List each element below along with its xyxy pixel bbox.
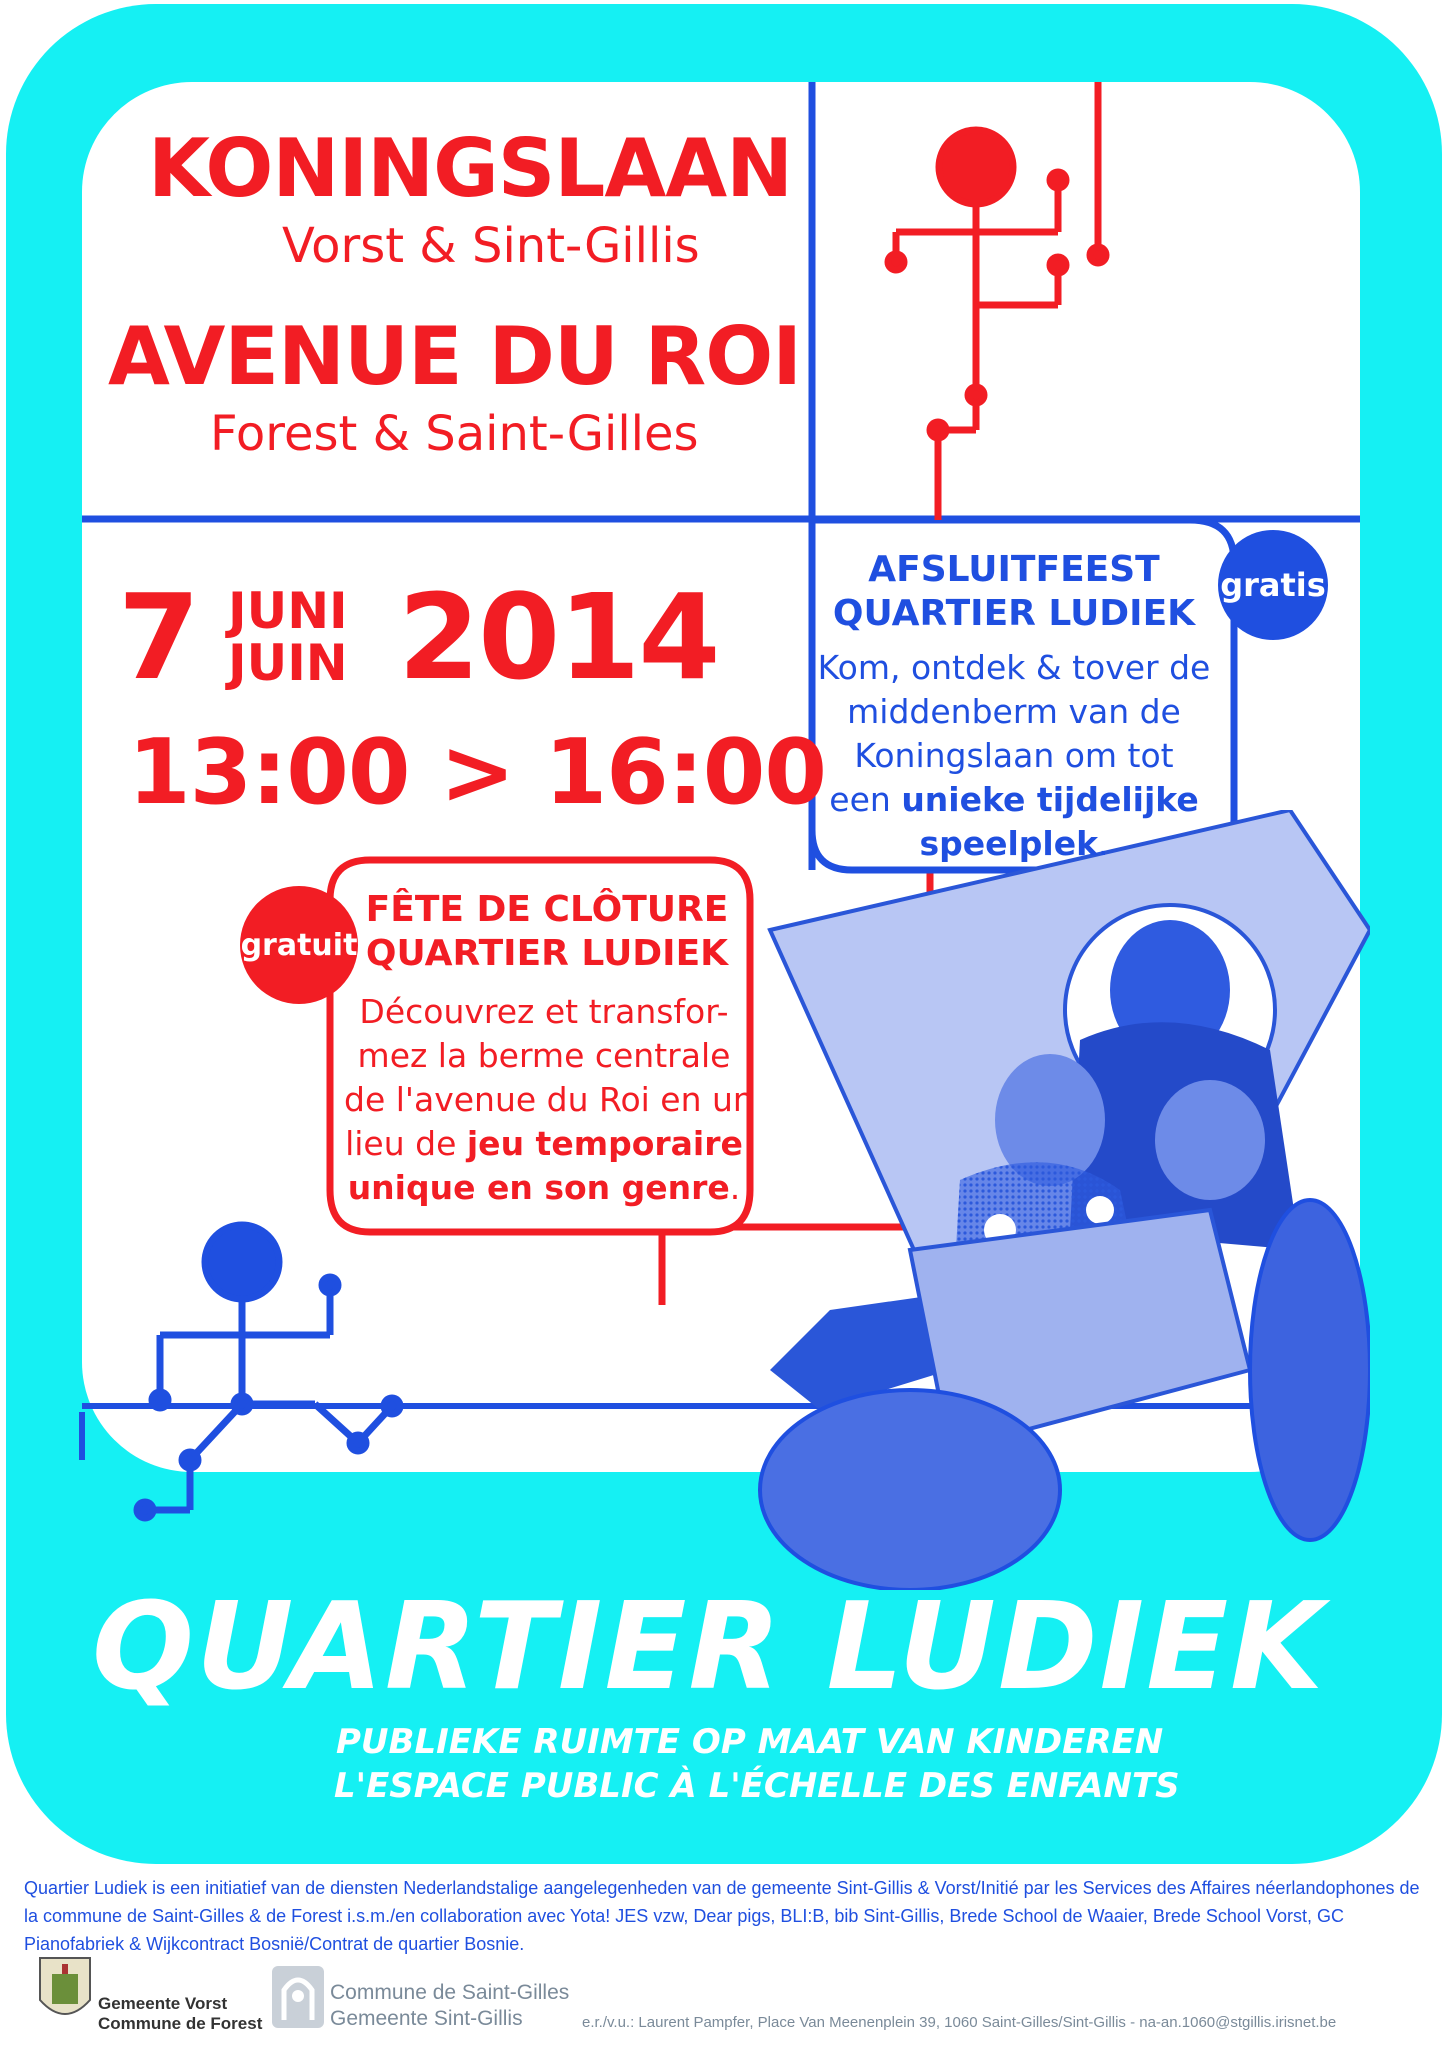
date-year: 2014 bbox=[398, 568, 719, 706]
subtitle-fr: Forest & Saint-Gilles bbox=[210, 406, 699, 462]
logo-saint-gilles-label: Commune de Saint-Gilles Gemeente Sint-Gillis bbox=[330, 1981, 570, 2030]
date-month-fr: JUIN bbox=[228, 634, 348, 692]
title-nl: KONINGSLAAN bbox=[148, 122, 793, 215]
tagline-nl: PUBLIEKE RUIMTE OP MAAT VAN KINDEREN bbox=[336, 1722, 1164, 1762]
nl-box-title: AFSLUITFEEST QUARTIER LUDIEK bbox=[832, 549, 1196, 634]
date-month-nl: JUNI bbox=[228, 582, 348, 640]
footer-credits: Quartier Ludiek is een initiatief van de diensten Nederlandstalige aangelegenheden van de gemeente Sint-Gillis & Vorst/Initié par les Services des Affaires néerlandophones de la commune de Saint-Gilles & de Forest i.s.m./en collaboration avec Yota! JES vzw, Dear pigs, BLI:B, bib Sint-Gillis, Brede School de Waaier, Brede School Vorst, GC Pianofabriek & Wijkcontract Bosnië/Contrat de quartier Bosnie. bbox=[24, 1878, 1420, 1954]
fr-box-title: FÊTE DE CLÔTURE QUARTIER LUDIEK bbox=[365, 889, 729, 974]
nl-box-text: Kom, ontdek & tover de middenberm van de Koningslaan om tot een unieke tijdelijke speelplek. bbox=[817, 648, 1211, 863]
fr-box-text: Découvrez et transfor- mez la berme centrale de l'avenue du Roi en un lieu de jeu temporaire unique en son genre. bbox=[344, 992, 754, 1207]
badge-gratis: gratis bbox=[1218, 530, 1328, 640]
red-stick-figure-icon bbox=[888, 130, 1106, 520]
publisher-line: e.r./v.u.: Laurent Pampfer, Place Van Meenenplein 39, 1060 Saint-Gilles/Sint-Gillis - na-an.1060@stgillis.irisnet.be bbox=[582, 2014, 1337, 2031]
badge-gratuit: gratuit bbox=[240, 886, 358, 1004]
blue-stick-figure-icon bbox=[137, 1225, 400, 1518]
children-cart-photo bbox=[650, 810, 1370, 1590]
date-day: 7 bbox=[118, 568, 199, 706]
saint-gilles-logo-icon bbox=[270, 1964, 326, 2030]
logo-forest-label: Gemeente Vorst Commune de Forest bbox=[98, 1994, 263, 2033]
subtitle-nl: Vorst & Sint-Gillis bbox=[282, 218, 700, 274]
forest-coat-of-arms-icon bbox=[30, 1950, 100, 2030]
date-time: 13:00 > 16:00 bbox=[128, 720, 827, 825]
tagline-fr: L'ESPACE PUBLIC À L'ÉCHELLE DES ENFANTS bbox=[334, 1766, 1180, 1806]
brand-name: QUARTIER LUDIEK bbox=[92, 1578, 1326, 1717]
title-fr: AVENUE DU ROI bbox=[108, 310, 802, 403]
